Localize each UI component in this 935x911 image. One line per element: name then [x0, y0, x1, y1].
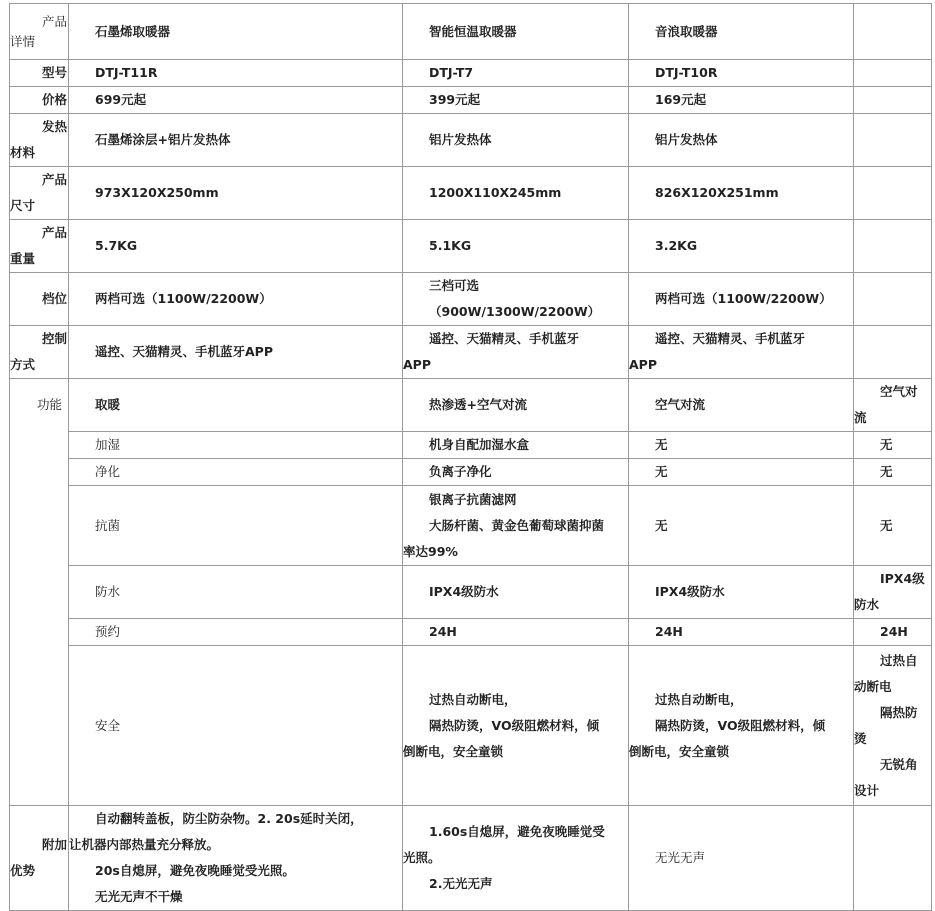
- empty-cell: [854, 273, 932, 326]
- function-schedule-row: [10, 619, 932, 646]
- safety-col4-line: 隔热防: [880, 704, 918, 720]
- row-label-gear: 档位: [10, 273, 69, 326]
- size-col2: 1200X110X245mm: [429, 185, 562, 200]
- cell-text: 智能恒温取暖器: [429, 23, 517, 39]
- waterproof-col2: IPX4级防水: [429, 584, 499, 599]
- safety-col2-line: 隔热防烫，VO级阻燃材料，倾: [429, 717, 600, 733]
- row-label-line: 详情: [10, 33, 36, 49]
- empty-cell: [854, 60, 932, 87]
- safety-col4-line: 过热自: [880, 652, 918, 668]
- advantage-col1-line: 无光无声不干燥: [95, 889, 183, 904]
- purify-col2: 负离子净化: [429, 464, 492, 479]
- weight-col1: 5.7KG: [95, 238, 138, 253]
- control-col2-line: APP: [403, 357, 431, 372]
- function-safety-row: [10, 646, 932, 806]
- antibac-col2-line: 率达99%: [403, 543, 458, 559]
- weight-row: [10, 220, 932, 273]
- control-row: [10, 326, 932, 379]
- schedule-col4: 24H: [880, 624, 908, 639]
- function-sub-schedule: 预约: [95, 624, 121, 639]
- function-waterproof-row: [10, 566, 932, 619]
- row-label-line: 材料: [10, 145, 36, 160]
- waterproof-col4-line: 防水: [854, 597, 880, 612]
- advantage-col2-line: 光照。: [403, 850, 441, 865]
- price-col2: 399元起: [429, 92, 481, 107]
- material-col2: 铝片发热体: [429, 132, 492, 147]
- weight-col3: 3.2KG: [655, 238, 698, 253]
- model-col3: DTJ-T10R: [655, 65, 718, 80]
- row-label-advantage: [10, 806, 69, 911]
- row-label-text: 功能: [37, 397, 63, 412]
- control-col2-line: 遥控、天猫精灵、手机蓝牙: [429, 331, 580, 346]
- gear-col2-line: 三档可选: [429, 278, 480, 293]
- advantage-col1-line: 自动翻转盖板，防尘防杂物。2. 20s延时关闭，: [95, 811, 363, 826]
- material-col1: 石墨烯涂层+铝片发热体: [95, 132, 231, 147]
- product-name-col1: [69, 4, 403, 60]
- empty-cell: [854, 87, 932, 114]
- row-label-line: 产品: [41, 172, 67, 187]
- purify-col3: 无: [655, 464, 668, 479]
- control-col3-line: 遥控、天猫精灵、手机蓝牙: [655, 331, 806, 346]
- price-col1: 699元起: [95, 92, 147, 107]
- antibac-col2-line: 大肠杆菌、黄金色葡萄球菌抑菌: [429, 517, 605, 533]
- gear-col2-line: （900W/1300W/2200W）: [429, 304, 601, 319]
- cell-text: 音浪取暖器: [655, 23, 718, 39]
- price-col3: 169元起: [655, 92, 707, 107]
- advantage-col3: 无光无声: [655, 850, 706, 865]
- heating-col3: 空气对流: [655, 397, 706, 412]
- row-label-line: 产品: [41, 225, 67, 240]
- size-row: [10, 167, 932, 220]
- row-label-line: 产品: [41, 13, 67, 29]
- advantage-row: [10, 806, 932, 911]
- humidify-col4: 无: [880, 437, 893, 452]
- material-col3: 铝片发热体: [655, 132, 718, 147]
- waterproof-col3: IPX4级防水: [655, 584, 725, 599]
- cell-text: 石墨烯取暖器: [95, 23, 171, 39]
- row-label-size: [10, 167, 69, 220]
- gear-col3: 两档可选（1100W/2200W）: [655, 291, 832, 306]
- schedule-col2: 24H: [429, 624, 457, 639]
- empty-cell: [854, 114, 932, 167]
- material-row: [10, 114, 932, 167]
- safety-col4-line: 烫: [854, 730, 867, 746]
- function-humidify-row: [10, 432, 932, 459]
- antibac-col4: 无: [880, 517, 893, 533]
- safety-col2-line: 过热自动断电，: [429, 691, 517, 707]
- function-purify-row: [10, 459, 932, 486]
- advantage-col2-line: 1.60s自熄屏，避免夜晚睡觉受: [429, 824, 605, 839]
- model-col2: DTJ-T7: [429, 65, 474, 80]
- advantage-col1-line: 让机器内部热量充分释放。: [69, 837, 220, 852]
- model-col1: DTJ-T11R: [95, 65, 158, 80]
- function-sub-waterproof: 防水: [95, 584, 121, 599]
- purify-col4: 无: [880, 464, 893, 479]
- row-label-price: 价格: [10, 87, 69, 114]
- schedule-col3: 24H: [655, 624, 683, 639]
- control-col1: 遥控、天猫精灵、手机蓝牙APP: [95, 344, 273, 359]
- function-heating-row: [10, 379, 932, 432]
- heating-col4-line: 空气对: [880, 384, 918, 399]
- row-label-line: 发热: [41, 119, 67, 134]
- function-sub-heating: 取暖: [95, 397, 121, 412]
- empty-cell: [854, 220, 932, 273]
- function-sub-purify: 净化: [95, 464, 121, 479]
- antibac-col2-line: 银离子抗菌滤网: [429, 491, 517, 507]
- humidify-col3: 无: [655, 437, 668, 452]
- waterproof-col4-line: IPX4级: [880, 571, 925, 586]
- function-sub-antibac: 抗菌: [95, 517, 121, 533]
- row-label-line: 重量: [10, 251, 36, 266]
- function-sub-humidify: 加湿: [95, 437, 121, 452]
- humidify-col2: 机身自配加湿水盒: [429, 437, 530, 452]
- antibac-col3: 无: [655, 517, 668, 533]
- comparison-table: [9, 3, 932, 911]
- row-label-model: 型号: [10, 60, 69, 87]
- gear-row: [10, 273, 932, 326]
- row-label-line: 尺寸: [10, 198, 36, 213]
- header-row: [10, 4, 932, 60]
- product-name-col2: [403, 4, 629, 60]
- function-antibac-row: [10, 486, 932, 566]
- gear-col1: 两档可选（1100W/2200W）: [95, 291, 272, 306]
- price-row: [10, 87, 932, 114]
- advantage-col1-line: 20s自熄屏，避免夜晚睡觉受光照。: [95, 863, 295, 878]
- row-label-line: 控制: [41, 331, 67, 346]
- size-col1: 973X120X250mm: [95, 185, 219, 200]
- row-label-control: [10, 326, 69, 379]
- row-label-weight: [10, 220, 69, 273]
- row-label-function: [10, 379, 69, 806]
- weight-col2: 5.1KG: [429, 238, 472, 253]
- safety-col4-line: 动断电: [854, 678, 892, 694]
- control-col3-line: APP: [629, 357, 657, 372]
- row-label-line: 附加: [41, 837, 67, 852]
- model-row: [10, 60, 932, 87]
- row-label-material: [10, 114, 69, 167]
- empty-cell: [854, 4, 932, 60]
- heating-col4-line: 流: [854, 410, 867, 425]
- row-label-detail: [10, 4, 69, 60]
- safety-col3-line: 隔热防烫，VO级阻燃材料，倾: [655, 717, 826, 733]
- empty-cell: [854, 806, 932, 911]
- empty-cell: [854, 167, 932, 220]
- empty-cell: [854, 326, 932, 379]
- safety-col3-line: 过热自动断电，: [655, 691, 743, 707]
- product-name-col3: [629, 4, 854, 60]
- advantage-col2-line: 2.无光无声: [429, 876, 493, 891]
- heating-col2: 热渗透+空气对流: [429, 397, 527, 412]
- row-label-line: 方式: [10, 357, 36, 372]
- safety-col4-line: 设计: [854, 782, 880, 798]
- safety-col3-line: 倒断电，安全童锁: [629, 743, 730, 759]
- safety-col4-line: 无锐角: [880, 756, 918, 772]
- row-label-line: 优势: [10, 863, 36, 878]
- safety-col2-line: 倒断电，安全童锁: [403, 743, 504, 759]
- size-col3: 826X120X251mm: [655, 185, 779, 200]
- function-sub-safety: 安全: [95, 717, 121, 733]
